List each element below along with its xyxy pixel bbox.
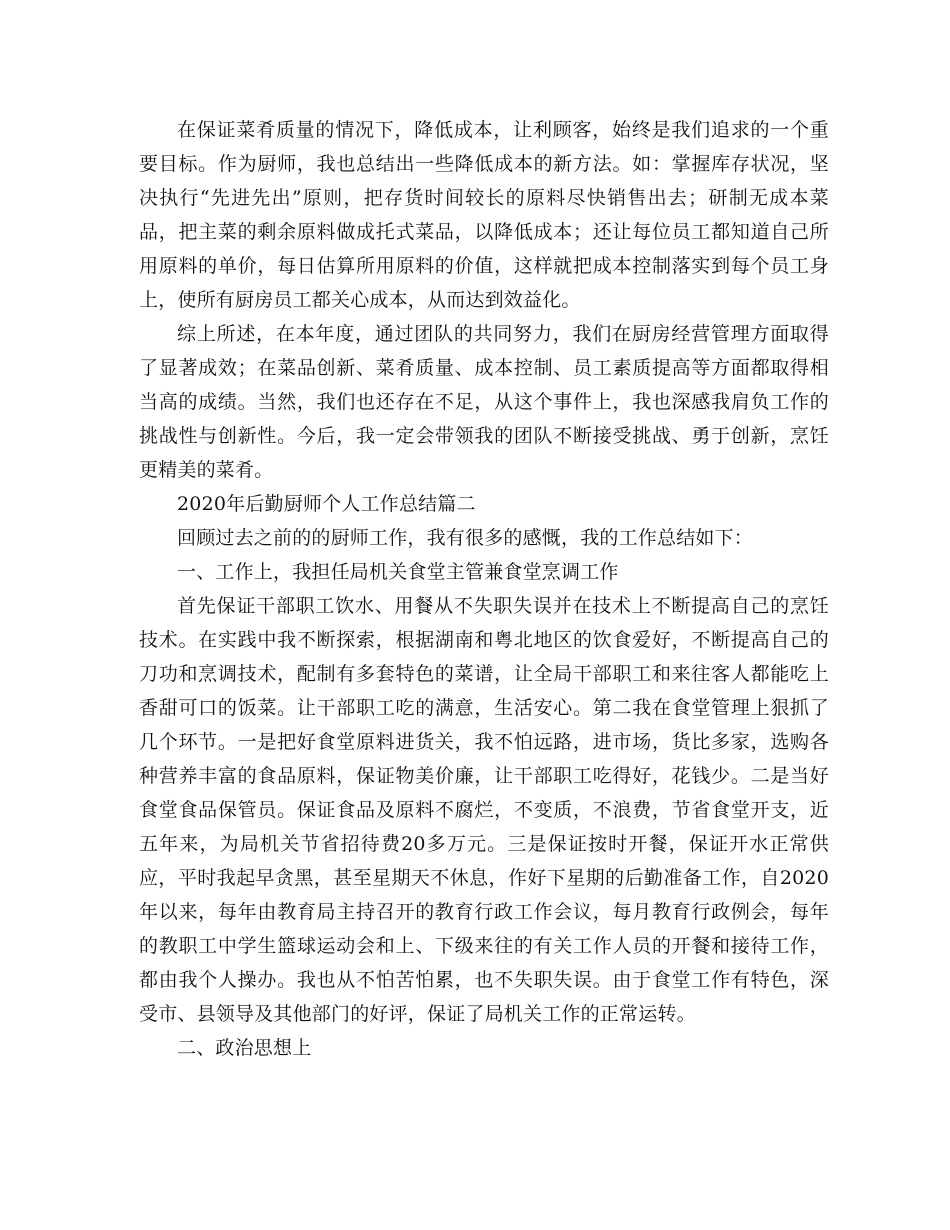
paragraph-cost-reduction: 在保证菜肴质量的情况下，降低成本，让利顾客，始终是我们追求的一个重要目标。作为厨师，我也总结出一些降低成本的新方法。如：掌握库存状况，坚决执行“先进先出”原则，把存货时间较长的原料尽快销售出去；研制无成本菜品，把主菜的剩余原料做成托式菜品，以降低成本；还让每位员工都知道自己所用原料的单价，每日估算所用原料的价值，这样就把成本控制落实到每个员工身上，使所有厨房员工都关心成本，从而达到效益化。 — [139, 119, 829, 311]
paragraph-review-intro: 回顾过去之前的的厨师工作，我有很多的感慨，我的工作总结如下： — [177, 527, 754, 549]
heading-political-thought: 二、政治思想上 — [177, 1037, 312, 1059]
document-body — [139, 113, 829, 1065]
paragraph-summary: 综上所述，在本年度，通过团队的共同努力，我们在厨房经营管理方面取得了显著成效；在菜品创新、菜肴质量、成本控制、员工素质提高等方面都取得相当高的成绩。当然，我们也还存在不足，从这个事件上，我也深感我肩负工作的挑战性与创新性。今后，我一定会带领我的团队不断接受挑战、勇于创新，烹饪更精美的菜肴。 — [139, 323, 829, 481]
paragraph-work-details: 首先保证干部职工饮水、用餐从不失职失误并在技术上不断提高自己的烹饪技术。在实践中我不断探索，根据湖南和粤北地区的饮食爱好，不断提高自己的刀功和烹调技术，配制有多套特色的菜谱，让全局干部职工和来往客人都能吃上香甜可口的饭菜。让干部职工吃的满意，生活安心。第二我在食堂管理上狠抓了几个环节。一是把好食堂原料进货关，我不怕远路，进市场，货比多家，选购各种营养丰富的食品原料，保证物美价廉，让干部职工吃得好，花钱少。二是当好食堂食品保管员。保证食品及原料不腐烂，不变质，不浪费，节省食堂开支，近五年来，为局机关节省招待费20多万元。三是保证按时开餐，保证开水正常供应，平时我起早贪黑，甚至星期天不休息，作好下星期的后勤准备工作，自2020年以来，每年由教育局主持召开的教育行政工作会议，每月教育行政例会，每年的教职工中学生篮球运动会和上、下级来往的有关工作人员的开餐和接待工作，都由我个人操办。我也从不怕苦怕累，也不失职失误。由于食堂工作有特色，深受市、县领导及其他部门的好评，保证了局机关工作的正常运转。 — [139, 595, 829, 1025]
section-title-part-two: 2020年后勤厨师个人工作总结篇二 — [177, 493, 476, 515]
heading-work: 一、工作上，我担任局机关食堂主管兼食堂烹调工作 — [177, 561, 619, 583]
